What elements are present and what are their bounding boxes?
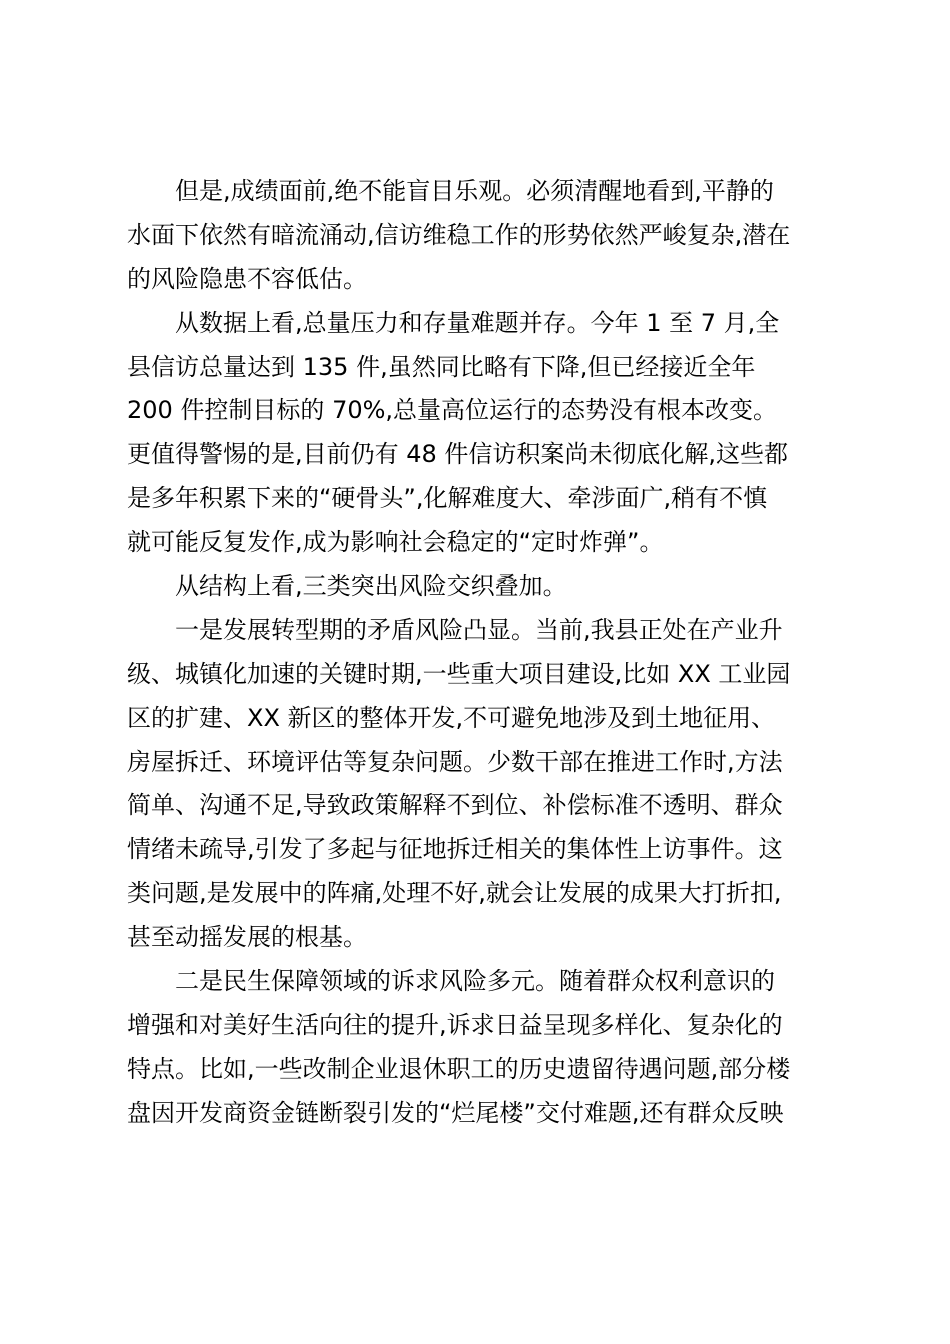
text-line: 一是发展转型期的矛盾风险凸显。当前,我县正处在产业升: [175, 615, 783, 644]
text-line: 200 件控制目标的 70%,总量高位运行的态势没有根本改变。: [127, 396, 778, 425]
text-line: 的风险隐患不容低估。: [127, 264, 367, 293]
text-line: 就可能反复发作,成为影响社会稳定的“定时炸弹”。: [127, 528, 664, 557]
text-line: 从数据上看,总量压力和存量难题并存。今年 1 至 7 月,全: [175, 308, 780, 337]
text-line: 级、城镇化加速的关键时期,一些重大项目建设,比如 XX 工业园: [127, 659, 791, 688]
text-line: 更值得警惕的是,目前仍有 48 件信访积案尚未彻底化解,这些都: [127, 440, 789, 469]
text-line: 但是,成绩面前,绝不能盲目乐观。必须清醒地看到,平静的: [175, 177, 774, 205]
text-line: 是多年积累下来的“硬骨头”,化解难度大、牵涉面广,稍有不慎: [127, 484, 768, 513]
text-line: 情绪未疏导,引发了多起与征地拆迁相关的集体性上访事件。这: [127, 835, 783, 864]
document-body: [127, 170, 832, 1136]
text-line: 房屋拆迁、环境评估等复杂问题。少数干部在推进工作时,方法: [127, 747, 783, 776]
text-line: 盘因开发商资金链断裂引发的“烂尾楼”交付难题,还有群众反映: [127, 1098, 784, 1127]
text-line: 区的扩建、XX 新区的整体开发,不可避免地涉及到土地征用、: [127, 703, 776, 732]
text-line: 简单、沟通不足,导致政策解释不到位、补偿标准不透明、群众: [127, 791, 783, 820]
text-line: 增强和对美好生活向往的提升,诉求日益呈现多样化、复杂化的: [127, 1010, 783, 1039]
text-line: 县信访总量达到 135 件,虽然同比略有下降,但已经接近全年: [127, 352, 756, 381]
text-line: 特点。比如,一些改制企业退休职工的历史遗留待遇问题,部分楼: [127, 1054, 791, 1083]
text-line: 水面下依然有暗流涌动,信访维稳工作的形势依然严峻复杂,潜在: [127, 220, 791, 249]
text-line: 类问题,是发展中的阵痛,处理不好,就会让发展的成果大打折扣,: [127, 879, 782, 908]
text-line: 二是民生保障领域的诉求风险多元。随着群众权利意识的: [175, 967, 775, 996]
text-line: 甚至动摇发展的根基。: [127, 923, 367, 952]
text-line: 从结构上看,三类突出风险交织叠加。: [175, 572, 567, 601]
